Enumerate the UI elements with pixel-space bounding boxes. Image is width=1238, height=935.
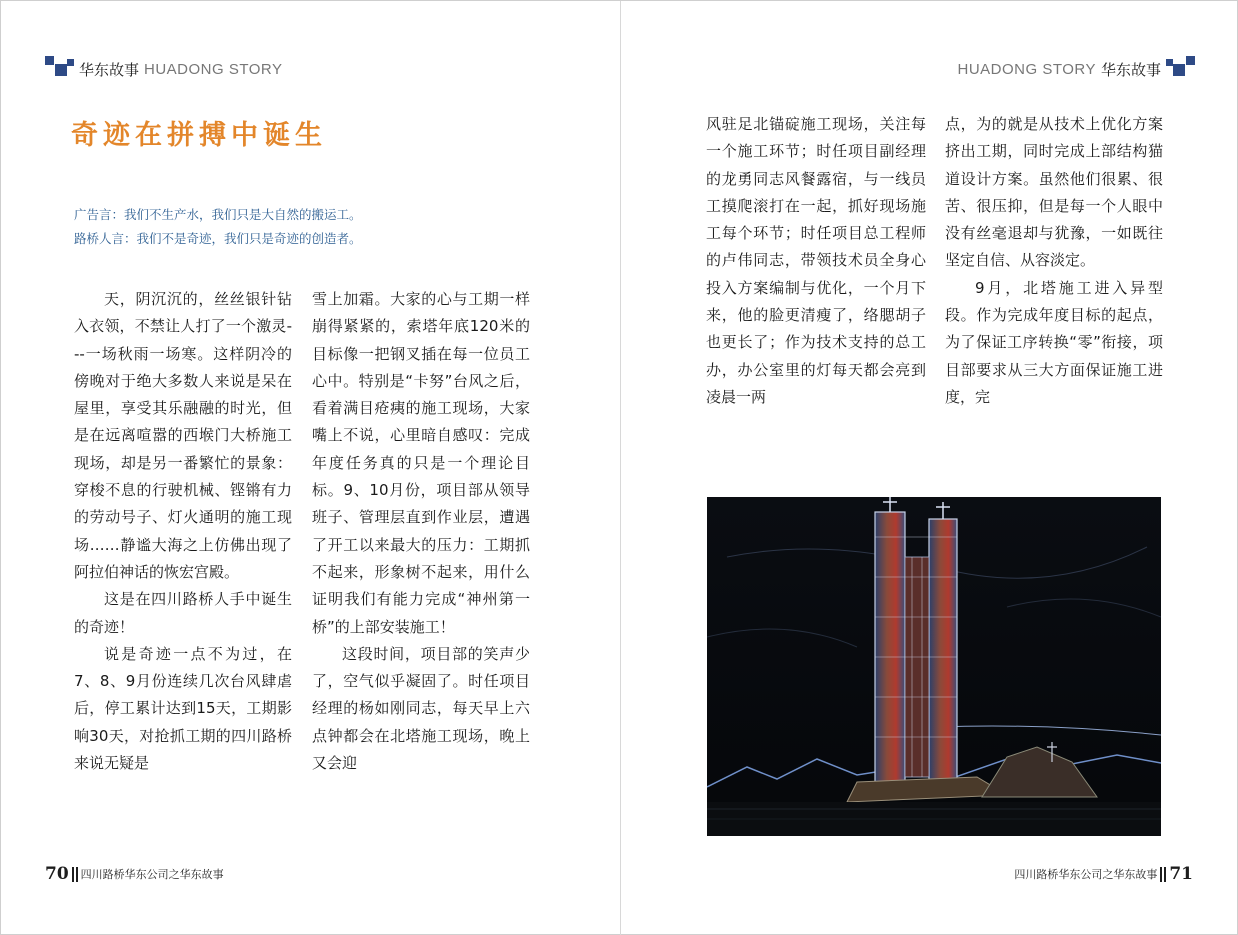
quote-ad: 广告言：我们不生产水，我们只是大自然的搬运工。	[74, 207, 362, 222]
footer-text: 四川路桥华东公司之华东故事	[80, 868, 224, 881]
left-page	[1, 1, 620, 935]
paragraph: 说是奇迹一点不为过，在7、8、9月份连续几次台风肆虐后，停工累计达到15天，工期影响30天，对抢抓工期的四川路桥来说无疑是	[74, 644, 292, 773]
logo-squares-icon	[45, 56, 75, 82]
paragraph: 点，为的就是从技术上优化方案挤出工期，同时完成上部结构猫道设计方案。虽然他们很累、很苦、很压抑，但是每一个人眼中没有丝毫退却与犹豫，一如既往坚定自信、从容淡定。	[945, 115, 1163, 270]
quote-luqiao: 路桥人言：我们不是奇迹，我们只是奇迹的创造者。	[74, 231, 362, 246]
text-column-4	[945, 111, 1163, 411]
logo-squares-icon	[1165, 56, 1195, 82]
footer-text: 四川路桥华东公司之华东故事	[1014, 868, 1158, 881]
page-number: 70	[45, 864, 69, 884]
page-number: 71	[1169, 864, 1193, 884]
paragraph: 雪上加霜。大家的心与工期一样崩得紧紧的，索塔年底120米的目标像一把钢叉插在每一位员工心中。特别是“卡努”台风之后，看着满目疮痍的施工现场，大家嘴上不说，心里暗自感叹：完成年度任务真的只是一个理论目标。9、10月份，项目部从领导班子、管理层直到作业层，遭遇了开工以来最大的压力：工期抓不起来，形象树不起来，用什么证明我们有能力完成“神州第一桥”的上部安装施工！	[312, 290, 530, 636]
text-column-1	[74, 286, 292, 777]
header-subtitle: HUADONG STORY	[957, 60, 1096, 78]
paragraph: 这是在四川路桥人手中诞生的奇迹！	[74, 590, 292, 636]
bridge-tower-icon	[707, 497, 1161, 836]
paragraph: 风驻足北锚碇施工现场，关注每一个施工环节；时任项目副经理的龙勇同志风餐露宿，与一线员工摸爬滚打在一起，抓好现场施工每个环节；时任项目总工程师的卢伟同志，带领技术员全身心投入方案编制与优化，一个月下来，他的脸更清瘦了，络腮胡子也更长了；作为技术支持的总工办，办公室里的灯每天都会亮到凌晨一两	[706, 115, 926, 406]
separator-bar-icon	[1160, 867, 1162, 882]
header-title: 华东故事	[79, 60, 140, 79]
text-column-2	[312, 286, 530, 777]
paragraph: 9月，北塔施工进入异型段。作为完成年度目标的起点，为了保证工序转换“零”衔接，项目部要求从三大方面保证施工进度，完	[945, 278, 1163, 406]
left-footer	[45, 864, 224, 884]
separator-bar-icon	[72, 867, 74, 882]
paragraph: 天，阴沉沉的，丝丝银针钻入衣领，不禁让人打了一个激灵---一场秋雨一场寒。这样阴冷的傍晚对于绝大多数人来说是呆在屋里，享受其乐融融的时光，但是在远离喧嚣的西堠门大桥施工现场，却是另一番繁忙的景象：穿梭不息的行驶机械、铿锵有力的劳动号子、灯火通明的施工现场……静谧大海之上仿佛出现了阿拉伯神话的恢宏宫殿。	[74, 290, 292, 581]
article-quotes	[74, 203, 362, 251]
left-header	[45, 56, 282, 82]
paragraph: 这段时间，项目部的笑声少了，空气似乎凝固了。时任项目经理的杨如刚同志，每天早上六点钟都会在北塔施工现场，晚上又会迎	[312, 644, 530, 773]
right-footer	[1014, 864, 1193, 884]
header-title: 华东故事	[1100, 60, 1161, 79]
text-column-3	[706, 111, 926, 411]
separator-bar-icon	[1164, 867, 1166, 882]
header-subtitle: HUADONG STORY	[144, 60, 283, 78]
separator-bar-icon	[76, 867, 78, 882]
bridge-tower-photo	[707, 497, 1161, 836]
article-title: 奇迹在拼搏中诞生	[71, 120, 327, 151]
right-header	[958, 56, 1195, 82]
